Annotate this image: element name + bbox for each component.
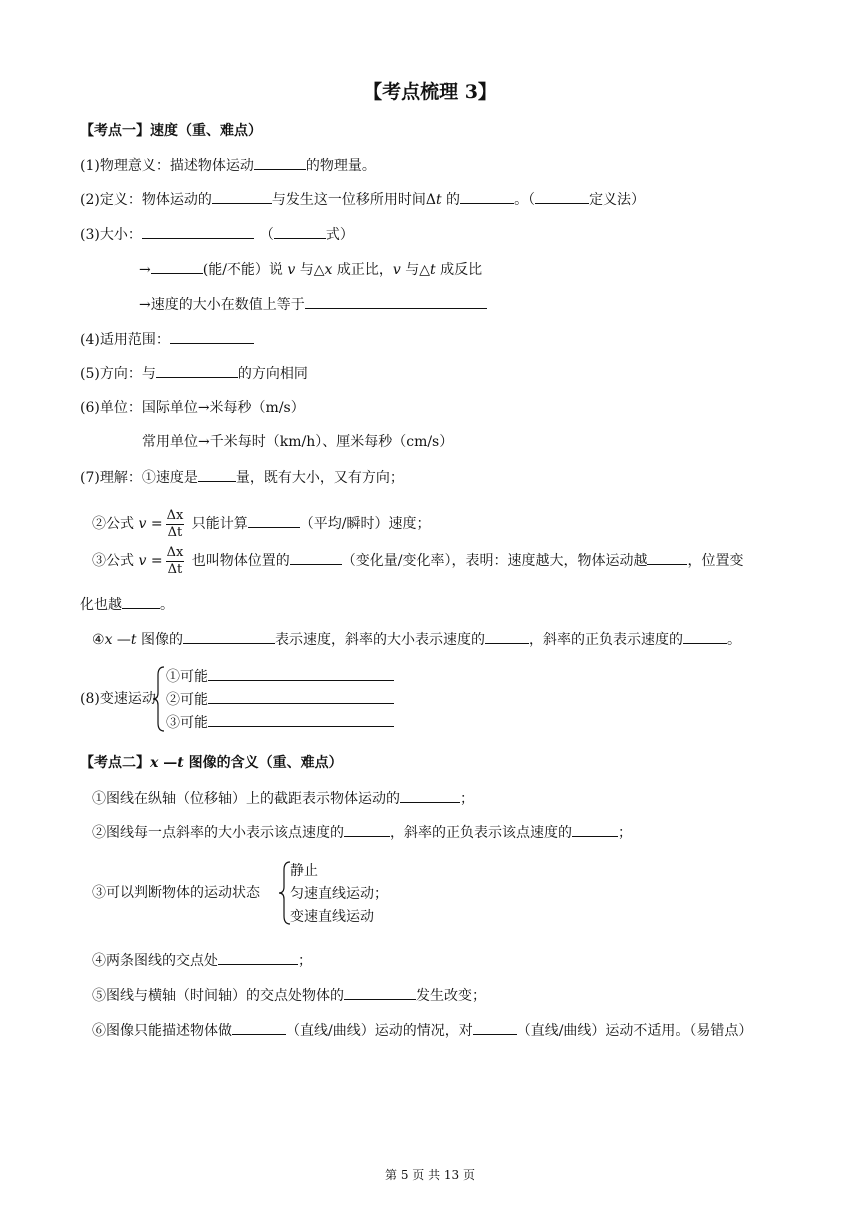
fill-blank[interactable] <box>473 1020 517 1035</box>
item-7-formula-1: ②公式 v = $\frac{\Delta x}{\Delta t}$ 只能计算 （平均/瞬时）速度； <box>92 507 431 540</box>
motion-state-static: 静止 <box>290 863 318 879</box>
s2-item-3-label: ③可以判断物体的运动状态 <box>92 885 260 901</box>
fill-blank[interactable] <box>198 467 236 482</box>
fill-blank[interactable] <box>344 985 416 1000</box>
item-3-sub-1: → (能/不能）说 v 与△x 成正比，v 与△t 成反比 <box>139 259 482 280</box>
brace-option-1: ①可能 <box>166 666 394 687</box>
fill-blank[interactable] <box>232 1020 286 1035</box>
item-7: (7)理解：①速度是 量，既有大小，又有方向； <box>80 467 404 488</box>
page-title: 【考点梳理 3】 <box>363 81 497 103</box>
item-3-sub-2: →速度的大小在数值上等于 <box>139 294 487 315</box>
s2-item-4: ④两条图线的交点处 ； <box>92 950 312 971</box>
fill-blank[interactable] <box>485 629 529 644</box>
fill-blank[interactable] <box>400 788 460 803</box>
item-4: (4)适用范围： <box>80 329 254 350</box>
brace-option-3: ③可能 <box>166 712 394 733</box>
item-7-xt: ④x —t 图像的 表示速度，斜率的大小表示速度的 ，斜率的正负表示速度的 。 <box>92 629 741 650</box>
fill-blank[interactable] <box>156 363 238 378</box>
fill-blank[interactable] <box>290 550 342 565</box>
item-6-sub: 常用单位→千米每时（km/h）、厘米每秒（cm/s） <box>142 434 454 450</box>
fill-blank[interactable] <box>344 822 390 837</box>
fill-blank[interactable] <box>218 950 298 965</box>
motion-state-variable: 变速直线运动 <box>290 909 374 925</box>
fill-blank[interactable] <box>305 294 487 309</box>
item-7-formula-2: ③公式 v = $\frac{\Delta x}{\Delta t}$ 也叫物体位置的 （变化量/变化率），表明：速度越大，物体运动越 ，位置变 <box>92 544 744 577</box>
fill-blank[interactable] <box>647 550 687 565</box>
section-2-heading: 【考点二】x —t 图像的含义（重、难点） <box>80 755 343 771</box>
fill-blank[interactable] <box>151 259 203 274</box>
fill-blank[interactable] <box>274 224 326 239</box>
page-footer: 第 5 页 共 13 页 <box>385 1168 475 1182</box>
s2-item-1: ①图线在纵轴（位移轴）上的截距表示物体运动的 ； <box>92 788 474 809</box>
fill-blank[interactable] <box>170 329 254 344</box>
fill-blank[interactable] <box>208 712 394 727</box>
item-7-continued: 化也越 。 <box>80 594 174 615</box>
fill-blank[interactable] <box>122 594 160 609</box>
fill-blank[interactable] <box>142 224 254 239</box>
motion-state-uniform: 匀速直线运动； <box>290 886 388 902</box>
s2-item-2: ②图线每一点斜率的大小表示该点速度的 ，斜率的正负表示该点速度的 ； <box>92 822 632 843</box>
fill-blank[interactable] <box>572 822 618 837</box>
fill-blank[interactable] <box>535 189 589 204</box>
item-1: (1)物理意义：描述物体运动 的物理量。 <box>80 155 376 176</box>
fraction-dx-dt: $\frac{\Delta x}{\Delta t}$ <box>166 544 184 577</box>
item-6: (6)单位：国际单位→米每秒（m/s） <box>80 400 305 416</box>
item-8-label: (8)变速运动 <box>80 691 156 707</box>
fill-blank[interactable] <box>683 629 727 644</box>
item-2: (2)定义：物体运动的 与发生这一位移所用时间Δt 的 。（ 定义法） <box>80 189 645 210</box>
item-3: (3)大小： （ 式） <box>80 224 354 245</box>
fill-blank[interactable] <box>208 689 394 704</box>
s2-item-5: ⑤图线与横轴（时间轴）的交点处物体的 发生改变； <box>92 985 486 1006</box>
fill-blank[interactable] <box>254 155 306 170</box>
section-1-heading: 【考点一】速度（重、难点） <box>80 123 262 139</box>
curly-brace <box>152 665 166 733</box>
fill-blank[interactable] <box>183 629 275 644</box>
s2-item-6: ⑥图像只能描述物体做 （直线/曲线）运动的情况，对 （直线/曲线）运动不适用。（易错点） <box>92 1020 752 1041</box>
fill-blank[interactable] <box>248 513 300 528</box>
item-5: (5)方向：与 的方向相同 <box>80 363 308 384</box>
fill-blank[interactable] <box>460 189 514 204</box>
fraction-dx-dt: $\frac{\Delta x}{\Delta t}$ <box>166 507 184 540</box>
fill-blank[interactable] <box>208 666 394 681</box>
brace-option-2: ②可能 <box>166 689 394 710</box>
fill-blank[interactable] <box>212 189 272 204</box>
